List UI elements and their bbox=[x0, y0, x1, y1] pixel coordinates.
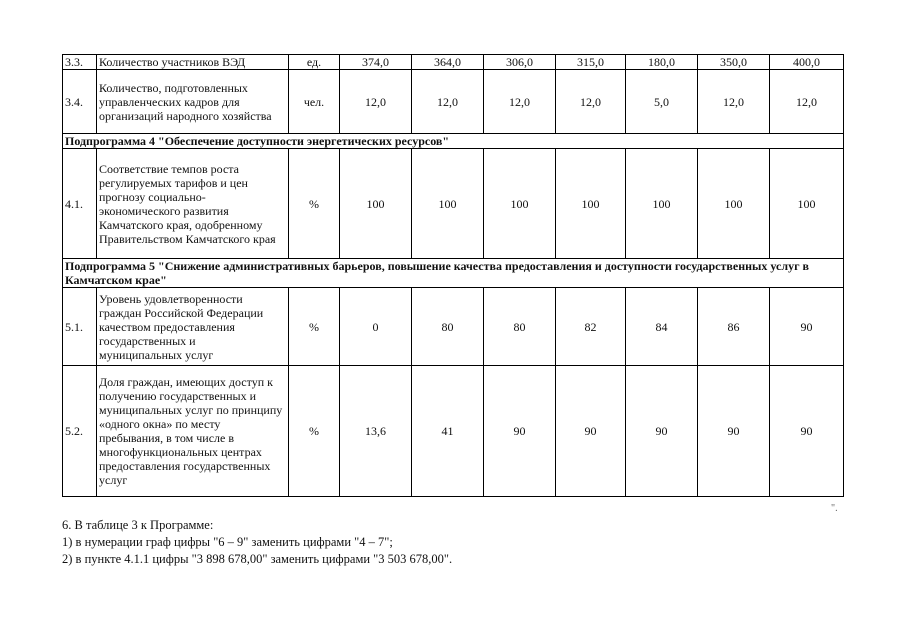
indicator-name: Количество участников ВЭД bbox=[97, 55, 289, 70]
note-heading: 6. В таблице 3 к Программе: bbox=[62, 518, 214, 532]
value-cell: 90 bbox=[770, 366, 844, 497]
name-line: регулируемых тарифов и цен bbox=[99, 175, 248, 190]
value-cell: 82 bbox=[556, 288, 626, 366]
row-number: 5.1. bbox=[63, 288, 97, 366]
name-line: предоставления государственных bbox=[99, 459, 271, 473]
unit-cell: % bbox=[289, 149, 340, 259]
name-line: Камчатского края, одобренному bbox=[99, 217, 263, 232]
row-number: 4.1. bbox=[63, 149, 97, 259]
name-line: прогнозу социально- bbox=[99, 189, 206, 204]
name-line: качеством предоставления bbox=[99, 319, 235, 334]
table-row-3-3 bbox=[63, 55, 844, 70]
value-cell: 364,0 bbox=[412, 55, 484, 70]
value-cell: 90 bbox=[770, 288, 844, 366]
value-cell: 13,6 bbox=[340, 366, 412, 497]
name-line: «одного окна» по месту bbox=[99, 417, 221, 431]
name-line: услуг bbox=[99, 473, 128, 487]
subprogram-5-line: Подпрограмма 5 "Снижение административных барьеров, повышение качества предоставления и доступности государственных услуг в bbox=[65, 259, 810, 273]
table-row-3-4 bbox=[63, 70, 844, 134]
note-item-1: 1) в нумерации граф цифры "6 – 9" заменить цифрами "4 – 7"; bbox=[62, 535, 393, 549]
indicator-name bbox=[97, 366, 289, 497]
value-cell: 5,0 bbox=[626, 70, 698, 134]
subprogram-5-line: Камчатском крае" bbox=[65, 273, 167, 287]
value-cell: 12,0 bbox=[770, 70, 844, 134]
row-number: 5.2. bbox=[63, 366, 97, 497]
value-cell: 80 bbox=[484, 288, 556, 366]
name-line: управленческих кадров для bbox=[99, 94, 240, 109]
name-line: муниципальных услуг bbox=[99, 347, 214, 362]
value-cell: 12,0 bbox=[556, 70, 626, 134]
name-line: муниципальных услуг по принципу bbox=[99, 403, 283, 417]
name-line: Соответствие темпов роста bbox=[99, 161, 239, 176]
subprogram-4-row bbox=[63, 134, 844, 149]
value-cell: 84 bbox=[626, 288, 698, 366]
unit-cell: % bbox=[289, 366, 340, 497]
value-cell: 100 bbox=[770, 149, 844, 259]
name-line: экономического развития bbox=[99, 203, 229, 218]
value-cell: 12,0 bbox=[340, 70, 412, 134]
indicator-name bbox=[97, 288, 289, 366]
value-cell: 90 bbox=[698, 366, 770, 497]
unit-cell: % bbox=[289, 288, 340, 366]
name-line: пребывания, в том числе в bbox=[99, 431, 234, 445]
name-line: Правительством Камчатского края bbox=[99, 231, 276, 246]
closing-quote-mark: ". bbox=[831, 503, 838, 514]
name-line: Количество, подготовленных bbox=[99, 80, 248, 95]
value-cell: 80 bbox=[412, 288, 484, 366]
subprogram-4-title: Подпрограмма 4 "Обеспечение доступности энергетических ресурсов" bbox=[63, 134, 844, 149]
name-line: граждан Российской Федерации bbox=[99, 305, 264, 320]
value-cell: 0 bbox=[340, 288, 412, 366]
name-line: государственных и bbox=[99, 333, 196, 348]
value-cell: 374,0 bbox=[340, 55, 412, 70]
value-cell: 400,0 bbox=[770, 55, 844, 70]
value-cell: 100 bbox=[412, 149, 484, 259]
value-cell: 12,0 bbox=[484, 70, 556, 134]
value-cell: 306,0 bbox=[484, 55, 556, 70]
table-row-5-1 bbox=[63, 288, 844, 366]
value-cell: 100 bbox=[698, 149, 770, 259]
value-cell: 315,0 bbox=[556, 55, 626, 70]
value-cell: 86 bbox=[698, 288, 770, 366]
name-line: Уровень удовлетворенности bbox=[99, 291, 243, 306]
note-item-2: 2) в пункте 4.1.1 цифры "3 898 678,00" заменить цифрами "3 503 678,00". bbox=[62, 552, 453, 566]
name-line: получению государственных и bbox=[99, 389, 257, 403]
value-cell: 100 bbox=[626, 149, 698, 259]
table-row-5-2 bbox=[63, 366, 844, 497]
indicator-name bbox=[97, 70, 289, 134]
name-line: Доля граждан, имеющих доступ к bbox=[99, 375, 273, 389]
value-cell: 100 bbox=[556, 149, 626, 259]
value-cell: 12,0 bbox=[412, 70, 484, 134]
value-cell: 90 bbox=[484, 366, 556, 497]
value-cell: 180,0 bbox=[626, 55, 698, 70]
value-cell: 41 bbox=[412, 366, 484, 497]
value-cell: 100 bbox=[484, 149, 556, 259]
row-number: 3.3. bbox=[63, 55, 97, 70]
name-line: многофункциональных центрах bbox=[99, 445, 262, 459]
value-cell: 12,0 bbox=[698, 70, 770, 134]
indicator-name bbox=[97, 149, 289, 259]
value-cell: 100 bbox=[340, 149, 412, 259]
indicators-table bbox=[62, 54, 844, 497]
name-line: организаций народного хозяйства bbox=[99, 108, 272, 123]
subprogram-5-title bbox=[63, 259, 844, 288]
value-cell: 350,0 bbox=[698, 55, 770, 70]
unit-cell: ед. bbox=[289, 55, 340, 70]
subprogram-5-row bbox=[63, 259, 844, 288]
amendment-notes bbox=[62, 517, 452, 568]
unit-cell: чел. bbox=[289, 70, 340, 134]
value-cell: 90 bbox=[556, 366, 626, 497]
table-row-4-1 bbox=[63, 149, 844, 259]
row-number: 3.4. bbox=[63, 70, 97, 134]
value-cell: 90 bbox=[626, 366, 698, 497]
